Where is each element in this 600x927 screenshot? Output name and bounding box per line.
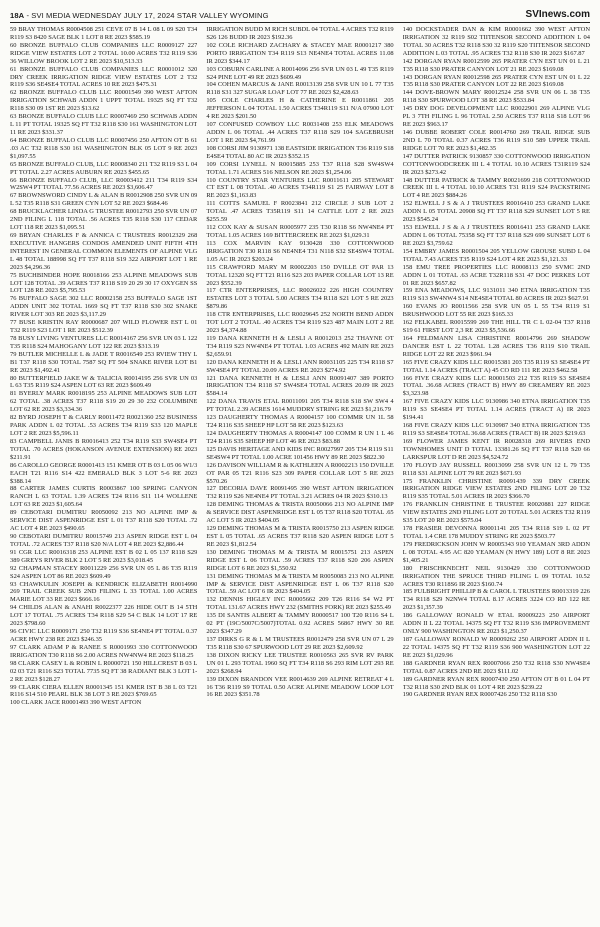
tax-listing-entry: 138 DIXON RICKY LEE TRUSTEE R0010563 265 SVR RV PARK UN 01 L 293 TOTAL 1960 SQ FT T34 R118 S6 293 RIM LOT 293 RE 2023 $268.94: [206, 651, 394, 675]
tax-listing-entry: 124 DAUGHERTY THOMAS A R0004147 100 COMM R UN 1 L 46 T24 R116 S35 SHEEP HP LOT 46 RE 2023 $83.88: [206, 430, 394, 445]
tax-listing-entry: 120 DANA KENNETH H & LESLI ANN R0031105 225 T34 R118 S7 SW4SE4 PT TOTAL 20.09 ACRES RE 2023 $274.92: [206, 358, 394, 374]
tax-listing-entry: 147 DUTTER PATRICK 9130857 330 COTTONWOOD IRRIGATION COTTONWOODCREEK III L 4 TOTAL 10.10 ACRES T31R119 S24 IR 2023 $273.42: [402, 152, 590, 176]
tax-listing-entry: 102 COLE RICHARD ZACHARY & STACEY MAE R0001217 380 PORTO IRRIGATION T34 R119 S13 NE4NE4 TOTAL ACRES 11.08 IR 2023 $344.17: [206, 41, 394, 65]
tax-listing-entry: 148 DUTTER PATRICK & TAMMY R0021699 218 COTTONWOOD CREEK III L 4 TOTAL 10.10 ACRES T31 R119 S24 PACKSTRING LOT 4 RE 2023 $884.26: [402, 176, 590, 200]
tax-listing-entry: 119 DANA KENNETH H & LESLI A R0012013 252 THAYNE OT T34 R119 S23 NW4NE4 PT TOTAL 1.03 ACRES 492 MAIN RE 2023 $2,659.91: [206, 334, 394, 358]
column-3: [403, 26, 590, 926]
tax-listing-entry: 131 DEMING THOMAS M & TRISTA M R0050083 213 NO ALPINE IMP & SERVICE DIST ASPENRIDGE EST L 06 T37 R118 S20 TOTAL .59 AC LOT 6 IR 2023 $404.05: [206, 572, 394, 596]
tax-listing-entry: 100 CLARK JACE R0001493 390 WEST AFTON: [10, 699, 142, 707]
tax-listing-entry: 68 BRUCKLACHER LINDA G TRUSTEE R0012793 250 SVR UN 07 2ND FILING L 118 TOTAL .56 ACRES T35 R118 S30 117 CEDAR LOT 118 RE 2023 $1,095.51: [10, 208, 198, 232]
tax-listing-entry: 122 DANA TRAVIS ETAL R0011091 205 T34 R118 S18 SW SW4 4 PT TOTAL 2.39 ACRES 1614 MUDDRY STRING RE 2023 $1,216.79: [206, 398, 394, 414]
tax-listing-entry: 179 FREDRICKSON JOHN W R0005343 910 YEAMAN 3RD ADDN L 08 TOTAL 4.95 AC 820 YEAMAN (N HWY 189) LOT 8 RE 2023 $1,405.21: [402, 540, 590, 564]
tax-listing-entry: 59 BRAY THOMAS R0004508 251 CEVE 07 B 14 L 08 L 09 S20 T34 R119 S3 8420 SAGE BLK 1 LOT 8 RE 2023 $585.19: [10, 26, 198, 41]
tax-listing-entry: 178 FRASIER DEVONNA R0001141 205 T34 R118 S19 L 02 PT TOTAL 1.4 CRE 178 MUDDY STRING RE 2023 $503.77: [402, 525, 590, 540]
tax-listing-entry: 79 BUTLER MICHELLE L & JADE T R0016549 253 RVIEW THY L B1 T37 R118 S30 TOTAL 7587 SQ FT 504 SNAKE RIVER LOT B1 RE 2023 $1,492.41: [10, 350, 198, 374]
tax-listing-entry: 153 ELWELL J S & A J TRUSTEES R0016411 253 GRAND LAKE ADDN L 06 TOTAL 75358 SQ FT T37 R118 S29 699 SUNSET LOT 6 RE 2023 $3,759.62: [402, 224, 590, 247]
tax-listing-entry: 170 FLOYD JAY RUSSELL R0013099 258 SVR UN 12 L 79 T35 R118 S31 ALPINE LOT 79 RE 2023 $671.93: [402, 461, 590, 477]
tax-listing-entry: 105 COLE CHARLES H & CATHERINE E R0011861 205 JEFFERSON L 04 TOTAL 1.50 ACRES T34R119 S11 N/A 07900 LOT 4 RE 2023 $201.50: [206, 97, 394, 121]
tax-listing-entry: 89 CEBOTARI DUMITRU R0050092 213 NO ALPINE IMP & SERVICE DIST ASPENRIDGE EST L 01 T37 R118 S20 TOTAL .72 AC LOT 4 RE 2023 $490.65: [10, 509, 198, 533]
tax-listing-entry: 139 DIXON BRANDON VEE R0014639 269 ALPINE RETREAT 4 L 16 T36 R119 S9 TOTAL 0.50 ACRE ALPINE MEADOW LOOP LOT 16 RE 2023 $351.78: [206, 675, 394, 699]
tax-listing-entry: 98 CLARK CASEY L & ROBIN L R0000721 150 HILLCREST B 03 L 02 03 T21 R116 S23 TOTAL 7735 SQ FT 38 RADIANT BLK 3 LOT 1-2 RE 2023 $128.27: [10, 659, 198, 683]
tax-listing-entry: 91 CGR LLC R0016318 253 ALPINE EST B 02 L 05 137 R118 S29 389 GREYS RIVER BLK 2 LOT 5 RE 2023 $3,018.45: [10, 548, 198, 564]
tax-listing-entry: 60 BRONZE BUFFALO CLUB COMPANIES LLC R0009127 227 RIDGE VIEW ESTATES LOT 2 TOTAL 10.00 ACRES T32 R119 S36 36 WILLOW BROOK LOT 2 RE 2023 $10,513.33: [10, 41, 198, 65]
column-1: [10, 26, 197, 926]
tax-listing-entry: 164 FELDMANN LISA CHRISTINE R0014796 269 SHADOW DANCER EST L 22 TOTAL 1.28 ACRES T36 R119 S10 TRAIL RIDGE LOT 22 RE 2023 $961.94: [402, 334, 590, 358]
tax-listing-entry: 96 CIVIC LLC R0009171 250 T32 R119 S36 SE4NE4 PT TOTAL 0.37 ACRE HWY 238 RE 2023 $246.35: [10, 628, 198, 643]
tax-listing-entry: 189 GARDNER RYAN REX R0007430 250 AFTON OT B 01 L 04 PT T32 R118 S30 2ND BLK 01 LOT 4 RE 2023 $239.22: [402, 675, 590, 691]
tax-listing-entry: 82 BYRD JOSEPH T & CARLY R0011472 R0021360 252 BUSINESS PARK ADDN L 02 TOTAL .53 ACRES T34 R119 S33 120 MAPLE LOT 2 RE 2023 $5,596.11: [10, 414, 198, 438]
tax-listing-entry: 104 COHEN MARCUS & JANE R0013139 258 SVR UN 10 L 77 T35 R118 S31 327 SUGAR LOAF LOT 77 RE 2023 $2,428.63: [206, 81, 394, 97]
tax-listing-entry: 67 BROWNSWORD CINDY L & ALAN B R0012908 250 SVR UN 09 L 52 T35 R118 S31 GREEN CYN LOT 52 RE 2023 $684.46: [10, 192, 198, 208]
tax-listing-entry: 143 DORGAN RYAN R0012598 265 PRATER CYN EST UN 01 L 22 T35 R118 S30 PRATER CANYON LOT 22 RE 2023 $169.08: [402, 73, 590, 89]
tax-listing-entry: 129 DEMING THOMAS M & TRISTA R0015750 213 ASPEN RIDGE EST L 05 TOTAL .65 ACRES T37 R118 S20 ASPEN RIDGE LOT 5 RE 2023 $1,812.54: [206, 525, 394, 548]
tax-listing-entry: 185 FULBRIGHT PHILLIP B & CAROL L TRUSTEES R0013319 226 T34 R118 S29 N2NW4 TOTAL 8.17 ACRES 3224 CO RD 122 RE 2023 $1,357.39: [402, 588, 590, 612]
tax-listing-entry: 117 CTR ENTERPRISES, LLC R0026022 226 HIGH COUNTRY ESTATES LOT 3 TOTAL 5.00 ACRES T34 R118 S21 LOT 5 RE 2023 $879.86: [206, 287, 394, 311]
tax-listing-entry: 125 DAVIS HERITAGE AND KIDS INC R0027997 205 T34 R119 S11 SE4SW4 PT TOTAL 1.00 ACRE 101456 HWY 89 RE 2023 $822.30: [206, 445, 394, 461]
tax-listing-entry: 107 CONFUSED COWBOY LLC R0031408 253 ELK MEADOWS ADDN L 06 TOTAL .44 ACRES T37 R118 S29 104 SAGEBRUSH LOT 1 RE 2023 $4,761.99: [206, 121, 394, 144]
tax-listing-entry: 127 DECORIA DAVE R0091495 390 WEST AFTON IRRIGATION T32 R119 S26 NE4NE4 PT TOTAL 3.21 ACRES 04 IR 2023 $310.13: [206, 485, 394, 501]
section-name: SVI MEDIA: [31, 11, 71, 20]
tax-listing-entry: 103 COBURN CARLINE A R0014096 256 SVR UN 03 L 49 T35 R119 S24 PINE LOT 49 RE 2023 $609.49: [206, 65, 394, 81]
tax-listing-entry: 86 CAROLLO GEORGE R0001413 151 KMER OT B 03 L 05 06 W1/3 EACH T21 R116 S14 422 EMERALD BLK 3 LOT 5-6 RE 2023 $388.14: [10, 461, 198, 485]
tax-listing-entry: 109 CORSI LYNELL N R0015885 253 T37 R118 S28 SW4SW4 TOTAL 1.71 ACRES 516 NELSON RE 2023 $1,254.06: [206, 160, 394, 176]
tax-listing-entry: 113 COX MARVIN KAY 9130428 330 COTTONWOOD IRRIGATION T30 R118 S6 NE4NE4 T31 N118 S32 SE4SW4 TOTAL 1.05 AC IR 2023 $203.24: [206, 239, 394, 263]
tax-listing-entry: 61 BRONZE BUFFALO CLUB COMPANIES LLC R0001012 320 DRY CREEK IRRIGATION RIDGE VIEW ESTATES LOT 2 T32 R119 S36 SE4SE4 TOTAL ACRES 10 RE 2023 $475.31: [10, 65, 198, 89]
tax-listing-entry: 92 CHAPMAN STACEY R0011229 256 SVR UN 05 L 86 T35 R119 S24 ASPEN LOT 86 RE 2023 $609.49: [10, 564, 198, 580]
tax-listing-entry: 190 GARDNER RYAN REX R0007426 250 T32 R118 S30: [402, 691, 557, 699]
tax-listing-entry: 186 GALLOWAY RONALD W ETAL R0009223 250 AIRPORT ADDN II L 22 TOTAL 14375 SQ FT T32 R119 S36 IMPROVEMENT ONLY 900 WASHINGTON RE 2023 $1,250.37: [402, 612, 590, 636]
tax-listing-entry: 64 BRONZE BUFFALO CLUB LLC R0007456 250 AFTON OT B 61 .03 AC T32 R118 S30 161 WASHINGTON BLK 05 LOT 9 RE 2023 $1,097.55: [10, 136, 198, 160]
tax-listing-entry: 111 COTTS SAMUEL F R0023841 212 CIRCLE J SUB LOT 2 TOTAL .47 ACRES T35R119 S11 14 CATTLE LOT 2 RE 2023 $255.59: [206, 200, 394, 224]
tax-listing-entry: 130 DEMING THOMAS M & TRISTA M R0015751 213 ASPEN RIDGE EST L 06 TOTAL .59 ACRES T37 R118 S20 206 ASPEN RIDGE LOT 6 RE 2023 $1,550.92: [206, 548, 394, 572]
tax-listing-entry: 126 DAVISON WILLIAM R & KATHLEEN A R0002213 150 DVILLE OT PAR 05 T21 R116 S23 309 PAPER COLLAR LOT 5 RE 2023 $570.26: [206, 461, 394, 485]
tax-listing-entry: 66 BRONZE BUFFALO CLUB, LLC R0003412 211 T34 R119 S34 W2SW4 PT TOTAL 77.56 ACRES RE 2023 $3,606.47: [10, 176, 198, 192]
tax-listing-entry: 97 CLARK ADAM P & RANEE S R0001993 330 COTTONWOOD IRRIGATION T30 R118 S6 2.00 ACRES NW4NW4 RE 2023 $118.25: [10, 643, 198, 659]
tax-listing-entry: 69 BRYAN CHARLES F & ANNICA C TRUSTEES R0012329 268 EXECUTIVE HANGERS CONDOS AMENDED UNIT FIFTH 4TH INTEREST IN GENERAL COMMON ELEMENTS OF ALPINE VLG L 48 TOTAL 188998 SQ FT T37 R118 S19 322 AIRPORT LOT 1 RE 2023 $4,296.36: [10, 231, 198, 271]
tax-listing-entry: 165 FIVE CRAZY KIDS LLC R0015381 203 T35 R119 S3 SE4SE4 PT TOTAL 1.14 ACRES (TRACT A) 45 CO RD 111 RE 2023 $462.58: [402, 358, 590, 374]
site-name: SVInews.com: [525, 9, 590, 20]
tax-listing-entry: 63 BRONZE BUFFALO CLUB LLC R0007469 250 SCHWAB ADDN L 11 PT TOTAL 19325 SQ FT T32 R118 S30 161 WASHINGTON LOT 11 RE 2023 $331.37: [10, 113, 198, 136]
tax-listing-entry: 135 DI SANTIS ALBERT & TAMMY R0000517 100 T20 R116 S4 L 02 PT (19C/5007C/5007)TOTAL 0.92 ACRES 56867 HWY 30 RE 2023 $347.29: [206, 612, 394, 636]
page-header: [10, 4, 590, 23]
tax-listing-entry: 118 CTR ENTERPRISES, LLC R0029645 252 NORTH BEND ADDN TOT LOT 2 TOTAL .40 ACRES T34 R119 S23 487 MAIN LOT 2 RE 2023 $4,374.88: [206, 311, 394, 335]
tax-listing-entry: 83 CAMPBELL JANIS B R0016413 252 T34 R119 S33 SW4SE4 PT TOTAL .70 ACRES (HOKANSON AVENUE EXTENSION) RE 2023 $211.91: [10, 437, 198, 461]
tax-listing-entry: 112 COX KAY & SUSAN R0005977 235 T30 R118 S6 NW4NE4 PT TOTAL 1.05 ACRES 169 BITTERCREEK RE 2023 $1,029.31: [206, 224, 394, 239]
tax-listing-entry: 166 FIVE CRAZY KIDS LLC R0001503 212 T35 R119 S3 SE4SE4 TOTAL .36.68 ACRES (TRACT B) HWY 89 CREAMERY RE 2023 $3,323.98: [402, 374, 590, 398]
tax-listing-entry: 132 DENNIS HIGLEY INC R0005662 209 T26 R116 S4 W2 PT TOTAL 131.67 ACRES HWY 232 (SMITHS FORK) RE 2023 $255.49: [206, 596, 394, 612]
tax-listing-entry: 81 BYERLY MARK R0018195 253 ALPINE MEADOWS SUB LOT 62 TOTAL .38 ACRES T37 R118 S19 20 29 30 232 COLUMBINE LOT 62 RE 2023 $3,334.36: [10, 390, 198, 414]
tax-listing-entry: 152 ELWELL J S & A J TRUSTEES R0016410 253 GRAND LAKE ADDN L 05 TOTAL 20908 SQ FT T37 R118 S29 SUNSET LOT 5 RE 2023 $545.24: [402, 200, 590, 224]
tax-listing-entry: 169 FLOWER JAMES KENT IR R0028318 269 RIVERS END TOWNHOMES UNIT D TOTAL 13381.26 SQ FT T37 R118 S20 66 LARKSPUR LOT D RE 2023 $4,524.72: [402, 437, 590, 461]
tax-listing-entry: 162 FELKABEL R0015599 269 THE HILL TR C L 02-04 T37 R118 S19 61 FIRST LOT 2,3 RE 2023 $5,536.66: [402, 319, 590, 335]
tax-listing-entry: 88 CARTER JAMES CURTIS R0003867 100 SPRING CANYON RANCH L 63 TOTAL 1.39 ACRES T24 R116 S11 114 WOLLENE LOT 63 RE 2023 $1,605.64: [10, 485, 198, 509]
issue-date: WEDNESDAY JULY 17, 2024: [72, 11, 175, 20]
tax-listing-entry: 146 DUBBE ROBERT COLE R0014760 269 TRAIL RIDGE SUB 2ND L 70 TOTAL 0.37 ACRES T36 R119 S10 589 UPPER TRAIL RIDGE LOT 70 RE 2023 $1,482.35: [402, 128, 590, 152]
tax-listing-entry: 93 CHAWKULIN JOSEPH & KENDRICK ELIZABETH R0014990 269 TRAIL CREEK SUB 2ND FILING L 33 TOTAL 1.00 ACRES MARIE LOT 33 RE 2023 $666.16: [10, 580, 198, 604]
tax-listing-entry: 80 BUTTERFIELD JAKE W & TALICIA R0014195 256 SVR UN 03 L 63 T35 R119 S24 ASPEN LOT 63 RE 2023 $609.49: [10, 374, 198, 390]
tax-listing-entry: 140 DOCKSTADER DAN & KIM R0001662 390 WEST AFTON IRRIGATION 32 R119 S02 TIITENSOR SECOND ADDITION L 04 TOTAL 30 ACRES T32 R118 S30 32 R119 S20 TIITENSOR SECOND ADDITION L 03 TOTAL .95 ACRES T32 R118 S30 IR 2023 $167.87: [402, 26, 590, 57]
tax-listing-entry: 65 BRONZE BUFFALO CLUB, LLC R0008340 211 T32 R119 S3 L 04 PT TOTAL 2.27 ACRES AUBURN RE 2023 $455.65: [10, 160, 198, 176]
tax-listing-entry: 75 BUCHBINDER HOPE R0018166 253 ALPINE MEADOWS SUB LOT 128 TOTAL .39 ACRES T37 R118 S19 20 29 30 17 OXYGEN SS LOT 128 RE 2023 $5,795.53: [10, 271, 198, 295]
tax-listing-entry: 123 DAUGHERTY THOMAS A R0004157 100 COMMR UN 1L 58 T24 R116 S35 SHEEP HP LOT 58 RE 2023 $123.63: [206, 414, 394, 430]
tax-listing-entry: 167 FIVE CRAZY KIDS LLC 9130986 340 ETNA IRRIGATION T35 R119 S3 SE4SE4 PT TOTAL 1.14 ACRES (TRACT A) IR 2023 $194.41: [402, 398, 590, 422]
tax-listing-entry: 90 CEBOTARI DUMITRU R0015749 213 ASPEN RIDGE EST L 04 TOTAL .72 ACRES T37 R118 S20 N/A LOT 4 RE 2023 $2,886.44: [10, 533, 198, 548]
tax-listing-entry: 76 BUFFALO SAGE 302 LLC R0002158 253 BUFFALO SAGE 1ST ADDN UNIT 302 TOTAL 1669 SQ FT T37 R118 S30 302 SNAKE RIVER LOT 303 RE 2023 $3,117.29: [10, 295, 198, 319]
tax-listing-entry: 62 BRONZE BUFFALO CLUB LLC R0001549 390 WEST AFTON IRRIGATION SCHWAB ADDN 1 UPPT TOTAL 19325 SQ FT T32 R118 S30 09 1ST RE 2023 $13.62: [10, 89, 198, 113]
tax-listing-entry: IRRIGATION BUDD M RICH SUBDL 04 TOTAL 4 ACRES T32 R119 S26 126 BUDD IR 2023 $192.36: [206, 26, 394, 41]
tax-listing-entry: 94 CHILDS ALAN & ANAHI R0022377 226 HIDE OUT B 14 5TH LOT 17 TOTAL .75 ACRES T34 R118 S29 54 C BLK 14 LOT 17 RE 2023 $798.60: [10, 604, 198, 628]
tax-listing-entry: 159 ENA MEADOWS, LLC 9131011 340 ETNA IRRIGATION T35 R119 S13 SW4NW4 S14 NE4SE4 TOTAL 80 ACRES IR 2023 $627.91: [402, 287, 590, 303]
tax-listing-entry: 180 FRISCHKNECHT NEIL 9130429 330 COTTONWOOD IRRIGATION THE SPRUCE THIRD FILING L 09 TOTAL 10.52 ACRES T30 R118S6 IR 2023 $160.74: [402, 564, 590, 588]
tax-listing-entry: 115 CRAWFORD MARY M R0002203 150 DVILLE OT PAR 13 TOTAL 12320 SQ FT T21 R116 S23 203 PAPER COLLAR LOT 13 RE 2023 $552.39: [206, 263, 394, 287]
tax-listing-entry: 175 FRANKLIN CHRISTINE R0091439 339 DRY CREEK IRRIGATION RIDGE VIEW ESTATES 2ND FILING LOT 20 T32 R119 S35 TOTAL 5.01 ACRES IR 2023 $366.70: [402, 477, 590, 501]
tax-listing-entry: 128 DEMING THOMAS & TRISTA R0050066 213 NO ALPINE IMP & SERVICE DIST ASPENRIDGE EST L 05 T37 R118 S20 TOTAL .65 AC LOT 5 IR 2023 $404.05: [206, 501, 394, 525]
tax-listing-entry: 142 DORGAN RYAN R0012599 265 PRATER CYN EST UN 01 L 21 T35 R118 S30 PRATER CANYON LOT 21 RE 2023 $169.08: [402, 57, 590, 73]
tax-listing-entry: 99 CLARK CIERA ELLEN R0001345 151 KMER IST B 38 L 03 T21 R116 S14 510 PEARL BLK 38 LOT 3 RE 2023 $769.65: [10, 683, 198, 699]
tax-listing-entry: 188 GARDNER RYAN REX R0007066 250 T32 R118 S30 NW4SE4 TOTAL 0.87 ACRES 2ND RE 2023 $111.02: [402, 659, 590, 675]
header-sep-1: -: [26, 11, 32, 20]
tax-listing-entry: 154 EMBRY JAMES R0001504 205 YELLOW GROUSE SUBD L 04 TOTAL 7.43 ACRES T35 R119 S24 LOT 4 RE 2023 $1,121.33: [402, 247, 590, 263]
tax-listing-entry: 110 COUNTRY STAR VENTURES LLC R0011611 205 STEWART CT EST L 08 TOTAL .40 ACRES T34R119 S1 25 FAIRWAY LOT 8 RE 2023 $1,163.83: [206, 176, 394, 200]
tax-listing-entry: 187 GALLOWAY RONALD W R0009262 250 AIRPORT ADDN II L 22 TOTAL 14375 SQ FT T32 R119 S36 900 WASHINGTON LOT 22 RE 2023 $1,029.96: [402, 635, 590, 659]
tax-listing-entry: 158 EMU TREE PROPERTIES LLC R0008113 250 SVMC 2ND ADDN L 01 TOTAL .63 ACRE T32R118 S31 47 DOC PERKES LOT 01 RE 2023 $657.82: [402, 263, 590, 287]
tax-listing-entry: 121 DANA KENNETH H & LESLI ANN R0091407 389 PORTO IRRIGATION T34 R118 S7 SW4SE4 TOTAL ACRES 20.09 IR 2023 $584.14: [206, 374, 394, 398]
header-left: [10, 11, 269, 20]
tax-listing-entry: 168 FIVE CRAZY KIDS LLC 9130987 340 ETNA IRRIGATION T35 R119 S3 SE4SE4 TOTAL 36.68 ACRES (TRACT B) IR 2023 $219.63: [402, 422, 590, 438]
column-2: [206, 26, 393, 926]
tax-listing-entry: 160 EVANS JO R0011566 258 SVR UN 05 L 55 T34 R119 S1 BRUSHWOOD LOT 55 RE 2023 $165.33: [402, 303, 590, 319]
publication-name: STAR VALLEY WYOMING: [176, 11, 269, 20]
tax-listing-entry: 176 FRANKLIN CHRISTINE E TRUSTEE R0020881 227 RIDGE VIEW ESTATES 2ND FILING LOT 20 TOTAL 5.01 ACRES T32 R119 S35 LOT 20 RE 2023 $575.04: [402, 501, 590, 525]
tax-listing-entry: 78 BUSY LIVING VENTURES LLC R0014167 256 SVR UN 03 L 122 T35 R118 S24 MAHOGANY LOT 122 RE 2023 $313.19: [10, 334, 198, 350]
tax-listing-entry: 145 DRY DOG DEVELOPMENT LLC R0022901 269 ALPINE VLG PL 3 7TH FILING L 96 TOTAL 2.50 ACRES T37 R118 S18 LOT 96 RE 2023 $963.17: [402, 105, 590, 129]
legal-notice-columns: [10, 26, 590, 926]
tax-listing-entry: 137 DIRKS G R & L M TRUSTEES R0012479 258 SVR UN 07 L 29 T35 R118 S30 67 SPURWOOD LOT 29 RE 2023 $2,609.92: [206, 635, 394, 651]
tax-listing-entry: 144 DOVE-BROWN MARY R0012524 258 SVR UN 06 L 38 T35 R118 S30 SPURWOOD LOT 38 RE 2023 $533.84: [402, 89, 590, 105]
tax-listing-entry: 77 BUSE KRISTIN RAY R0000687 207 WILD FLOWER EST L 01 T32 R119 S23 LOT 1 RE 2023 $512.39: [10, 319, 198, 335]
tax-listing-entry: 108 CORSI JIM 9130971 138 EASTSIDE IRRIGATION T36 R119 S18 E4SE4 TOTAL 80 AC IR 2023 $352.15: [206, 144, 394, 160]
page-number: 18A: [10, 11, 25, 20]
